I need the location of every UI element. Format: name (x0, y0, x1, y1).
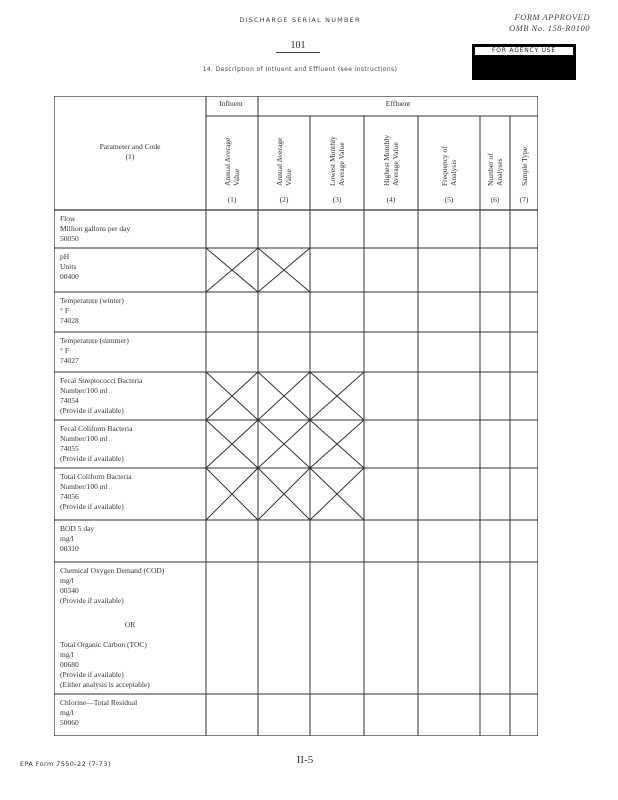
column-number-3: (3) (332, 195, 342, 204)
table-row-label (60, 566, 204, 606)
row-label-line: Chemical Oxygen Demand (COD) (60, 566, 165, 575)
column-number-7: (7) (519, 195, 529, 204)
table-row-label (60, 252, 204, 282)
row-label-line: Temperature (summer) (60, 336, 129, 345)
table-row-label (60, 472, 204, 512)
column-header-3 (328, 136, 346, 186)
row-label-line: mg/l (60, 534, 74, 543)
column-header-line: Annual Average (275, 137, 284, 186)
column-header-line: Value (232, 168, 241, 186)
row-label-line: (Provide if available) (60, 406, 124, 415)
table-row-label (60, 698, 204, 728)
column-header-line: Analysis (449, 159, 458, 186)
column-header-line: Value (284, 168, 293, 186)
row-label-line: Fecal Coliform Bacteria (60, 424, 133, 433)
row-label-line: ° F (60, 306, 70, 315)
row-label-line: Flow (60, 214, 76, 223)
table-row-label (54, 620, 206, 630)
row-label-line: 74056 (60, 492, 79, 501)
table-row-label (60, 424, 204, 464)
table-row-label (60, 376, 204, 416)
column-number-4: (4) (386, 195, 396, 204)
column-header-line: Average Value (337, 142, 346, 186)
column-header-line: Analyses (495, 158, 504, 186)
row-label-line: OR (124, 620, 136, 629)
column-header-7 (520, 147, 529, 186)
row-label-line: mg/l (60, 708, 74, 717)
section-description: 14. Description of Intluent and Effluent (see instructions) (202, 66, 398, 73)
column-header-line: Sample Type (519, 146, 529, 186)
influent-header: Influent (219, 99, 243, 108)
column-number-6: (6) (490, 195, 500, 204)
row-label-line: Total Organic Carbon (TOC) (60, 640, 147, 649)
row-label-line: 00680 (60, 660, 79, 669)
omb-number-line: OMB No. 158-R0100 (509, 23, 590, 33)
row-label-line: 74027 (60, 356, 79, 365)
row-label-line: 00340 (60, 586, 79, 595)
row-label-line: Fecal Streptococci Bacteria (60, 376, 143, 385)
column-number-2: (2) (279, 195, 289, 204)
column-header-line: Frequency of (440, 146, 449, 186)
column-number-1: (1) (227, 195, 237, 204)
row-label-line: 74028 (60, 316, 79, 325)
column-header-2 (275, 138, 293, 186)
column-number-5: (5) (444, 195, 454, 204)
row-label-line: (Either analysis is acceptable) (60, 680, 150, 689)
form-approved-stamp (470, 12, 590, 34)
discharge-serial-label: DISCHARGE SERIAL NUMBER (239, 16, 361, 24)
row-label-line: 74054 (60, 396, 79, 405)
row-label-line: Number/100 ml (60, 386, 108, 395)
row-label-line: Number/100 ml (60, 482, 108, 491)
column-header-line: Average Value (391, 142, 400, 186)
column-header-6 (486, 153, 504, 186)
column-header-line: Highest Monthly (382, 134, 391, 186)
param-header-label: Parameter and Code (99, 142, 161, 151)
agency-use-label: FOR AGENCY USE (474, 46, 574, 56)
form-id: EPA Form 7550-22 (7-73) (20, 760, 111, 768)
effluent-table (54, 96, 538, 736)
page-number: II-5 (296, 754, 314, 766)
table-row-label (60, 524, 204, 554)
row-label-line: (Provide if available) (60, 596, 124, 605)
table-row-label (60, 296, 204, 326)
row-label-line: (Provide if available) (60, 502, 124, 511)
row-label-line: 00310 (60, 544, 79, 553)
column-header-line: Lowest Monthly (328, 136, 337, 186)
row-label-line: Total Coliform Bacteria (60, 472, 132, 481)
row-label-line: BOD 5 day (60, 524, 95, 533)
row-label-line: ° F (60, 346, 70, 355)
row-label-line: 50060 (60, 718, 79, 727)
column-header-line: Number of (486, 153, 495, 186)
param-header (56, 142, 204, 162)
row-label-line: Chlorine—Total Residual (60, 698, 138, 707)
column-header-5 (440, 146, 458, 186)
table-row-label (60, 640, 204, 690)
table-row-label (60, 336, 204, 366)
row-label-line: pH (60, 252, 70, 261)
row-label-line: Number/100 ml (60, 434, 108, 443)
row-label-line: 50050 (60, 234, 79, 243)
row-label-line: Temperature (winter) (60, 296, 124, 305)
row-label-line: Million gallons per day (60, 224, 131, 233)
column-header-1 (223, 138, 241, 186)
effluent-header: Effluent (385, 99, 411, 108)
row-label-line: (Provide if available) (60, 454, 124, 463)
column-header-line: Annual Average (223, 137, 232, 186)
row-label-line: 00400 (60, 272, 79, 281)
form-approved-line: FORM APPROVED (514, 12, 590, 22)
row-label-line: mg/l (60, 650, 74, 659)
serial-number-value: 101 (276, 40, 320, 53)
param-header-code: (1) (125, 152, 135, 161)
row-label-line: (Provide if available) (60, 670, 124, 679)
row-label-line: mg/l (60, 576, 74, 585)
table-row-label (60, 214, 204, 244)
row-label-line: Units (60, 262, 77, 271)
row-label-line: 74055 (60, 444, 79, 453)
column-header-4 (382, 135, 400, 186)
